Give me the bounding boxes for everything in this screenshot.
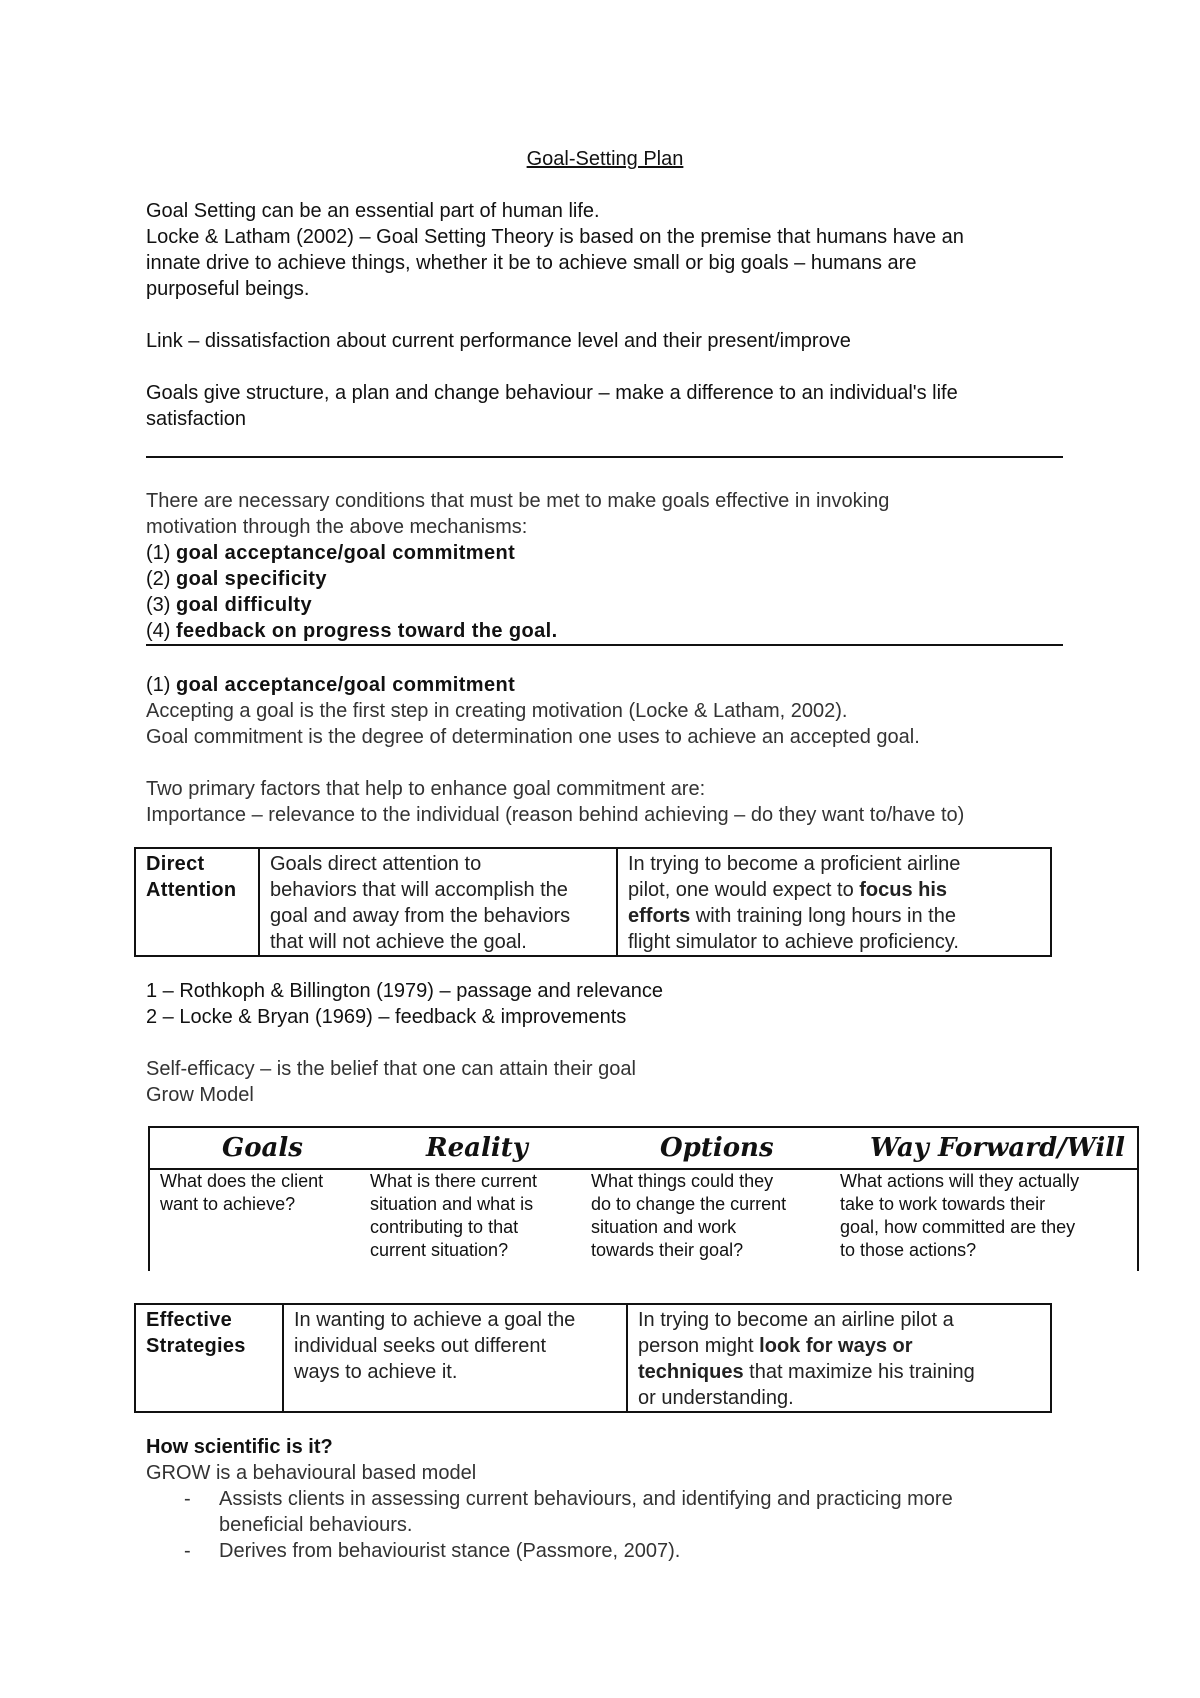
grow-cell-line: towards their goal? <box>591 1240 744 1260</box>
table-line: behaviors that will accomplish the <box>270 879 568 901</box>
grow-cell-line: current situation? <box>370 1240 509 1260</box>
grow-cell-line: What does the client <box>160 1171 324 1191</box>
page-title: Goal-Setting Plan <box>526 148 684 170</box>
grow-cell-line: do to change the current <box>591 1194 787 1214</box>
grow-cell-line: What actions will they actually <box>840 1171 1080 1191</box>
grow-cell-line: What is there current <box>370 1171 538 1191</box>
condition-label: goal difficulty <box>176 594 312 616</box>
table-heading-line: Strategies <box>146 1335 246 1357</box>
table-example-cell <box>617 848 1051 956</box>
condition-number: (3) <box>146 594 176 616</box>
table-line: goal and away from the behaviors <box>270 905 571 927</box>
table-line <box>628 877 1040 903</box>
reference-line: 2 – Locke & Bryan (1969) – feedback & improvements <box>146 1006 627 1028</box>
grow-cell-line: What things could they <box>591 1171 774 1191</box>
table-heading-cell <box>135 848 259 956</box>
grow-cell-line: to those actions? <box>840 1240 977 1260</box>
conditions-intro-line-1: There are necessary conditions that must be met to make goals effective in invoking <box>146 490 890 512</box>
table-text: pilot, one would expect to <box>628 879 860 901</box>
condition-label: goal acceptance/goal commitment <box>176 542 516 564</box>
grow-cell-line: take to work towards their <box>840 1194 1046 1214</box>
goals-paragraph-line-1: Goals give structure, a plan and change behaviour – make a difference to an individual's life <box>146 382 958 404</box>
table-line: individual seeks out different <box>294 1335 547 1357</box>
table-line: or understanding. <box>638 1387 794 1409</box>
bullet-dash: - <box>184 1540 191 1562</box>
table-line: flight simulator to achieve proficiency. <box>628 931 959 953</box>
grow-model-table <box>148 1126 1139 1271</box>
grow-header-reality: Reality <box>426 1133 528 1163</box>
intro-line-2: Locke & Latham (2002) – Goal Setting Theory is based on the premise that humans have an <box>146 226 964 248</box>
grow-cell-options <box>591 1170 786 1262</box>
section-number: (1) <box>146 674 176 696</box>
condition-item <box>146 566 327 592</box>
condition-label: goal specificity <box>176 568 327 590</box>
condition-item <box>146 540 515 566</box>
grow-cell-line: situation and what is <box>370 1194 534 1214</box>
section-divider <box>146 644 1063 646</box>
grow-cell-way-forward <box>840 1170 1079 1262</box>
section-divider <box>146 456 1063 458</box>
link-paragraph: Link – dissatisfaction about current performance level and their present/improve <box>146 330 851 352</box>
grow-cell-line: want to achieve? <box>160 1194 296 1214</box>
table-line <box>638 1333 1040 1359</box>
bullet-text: Assists clients in assessing current behaviours, and identifying and practicing more <box>219 1488 953 1510</box>
table-text: person might <box>638 1335 760 1357</box>
science-heading: How scientific is it? <box>146 1436 333 1458</box>
condition-label: feedback on progress toward the goal. <box>176 620 558 642</box>
table-text: with training long hours in the <box>690 905 956 927</box>
section-heading-label: goal acceptance/goal commitment <box>176 674 516 696</box>
condition-number: (4) <box>146 620 176 642</box>
table-description-cell <box>283 1304 627 1412</box>
table-heading-line: Direct <box>146 853 205 875</box>
table-example-cell <box>627 1304 1051 1412</box>
section-paragraph: Importance – relevance to the individual (reason behind achieving – do they want to/have to) <box>146 804 965 826</box>
table-heading-cell <box>135 1304 283 1412</box>
table-heading-line: Attention <box>146 879 237 901</box>
table-heading-line: Effective <box>146 1309 233 1331</box>
grow-cell-reality <box>370 1170 537 1262</box>
intro-line-3: innate drive to achieve things, whether it be to achieve small or big goals – humans are <box>146 252 917 274</box>
bullet-dash: - <box>184 1488 191 1510</box>
section-paragraph: Two primary factors that help to enhance goal commitment are: <box>146 778 706 800</box>
table-line: ways to achieve it. <box>294 1361 458 1383</box>
grow-cell-line: contributing to that <box>370 1217 519 1237</box>
condition-item <box>146 618 558 644</box>
condition-number: (1) <box>146 542 176 564</box>
grow-cell-line: goal, how committed are they <box>840 1217 1076 1237</box>
bullet-text: Derives from behaviourist stance (Passmore, 2007). <box>219 1540 681 1562</box>
grow-cell-goals <box>160 1170 323 1216</box>
table-text: that maximize his training <box>743 1361 975 1383</box>
goals-paragraph-line-2: satisfaction <box>146 408 247 430</box>
bullet-text: beneficial behaviours. <box>219 1514 413 1536</box>
intro-line-4: purposeful beings. <box>146 278 310 300</box>
table-line <box>628 903 1040 929</box>
table-line: Goals direct attention to <box>270 853 482 875</box>
grow-model-label: Grow Model <box>146 1084 254 1106</box>
intro-line-1: Goal Setting can be an essential part of human life. <box>146 200 600 222</box>
self-efficacy-line: Self-efficacy – is the belief that one can attain their goal <box>146 1058 636 1080</box>
section-paragraph: Accepting a goal is the first step in creating motivation (Locke & Latham, 2002). <box>146 700 848 722</box>
table-line: In wanting to achieve a goal the <box>294 1309 576 1331</box>
condition-number: (2) <box>146 568 176 590</box>
grow-header-way-forward: Way Forward/Will <box>870 1133 1125 1163</box>
table-description-cell <box>259 848 617 956</box>
reference-line: 1 – Rothkoph & Billington (1979) – passage and relevance <box>146 980 664 1002</box>
section-heading <box>146 672 515 698</box>
grow-cell-line: situation and work <box>591 1217 737 1237</box>
conditions-intro-line-2: motivation through the above mechanisms: <box>146 516 528 538</box>
effective-strategies-table <box>134 1303 1052 1413</box>
table-line <box>638 1359 1040 1385</box>
table-emphasis: look for ways or <box>759 1335 913 1357</box>
table-emphasis: focus his <box>859 879 948 901</box>
grow-header-options: Options <box>660 1133 774 1163</box>
table-emphasis: efforts <box>628 905 691 927</box>
grow-header-goals: Goals <box>222 1133 303 1163</box>
direct-attention-table <box>134 847 1052 957</box>
science-paragraph: GROW is a behavioural based model <box>146 1462 477 1484</box>
table-line: In trying to become an airline pilot a <box>638 1309 954 1331</box>
table-line: that will not achieve the goal. <box>270 931 527 953</box>
section-paragraph: Goal commitment is the degree of determination one uses to achieve an accepted goal. <box>146 726 920 748</box>
table-emphasis: techniques <box>638 1361 744 1383</box>
table-line: In trying to become a proficient airline <box>628 853 961 875</box>
condition-item <box>146 592 312 618</box>
